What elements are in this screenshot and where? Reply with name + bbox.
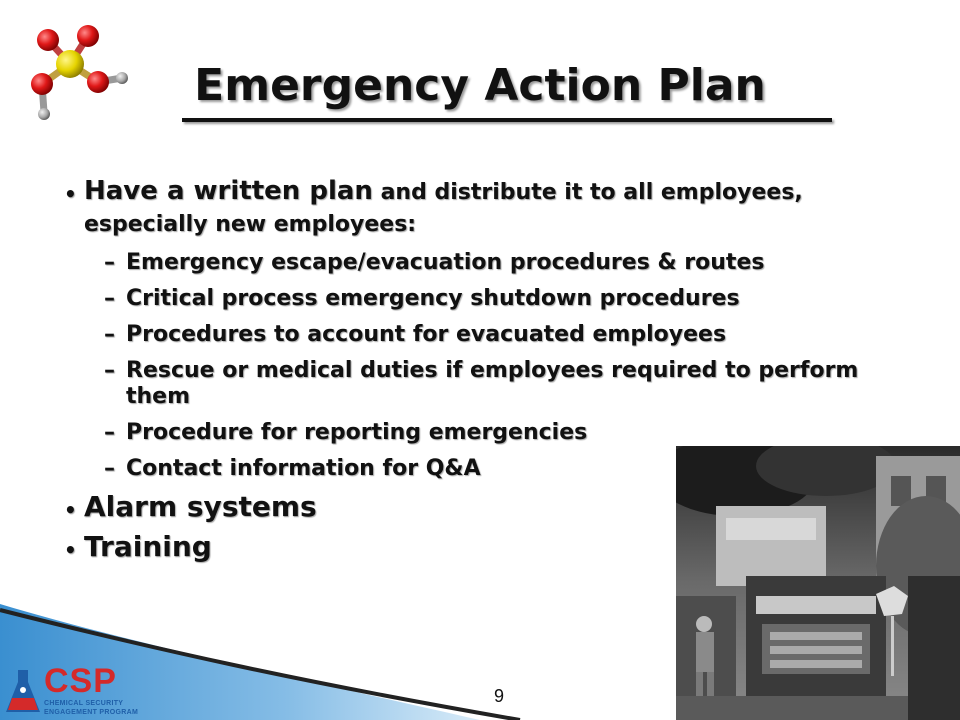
title-underline	[182, 118, 832, 122]
sub-item-account-employees: – Procedures to account for evacuated employees	[64, 322, 926, 348]
csp-logo	[0, 662, 144, 720]
logo-tagline-2: ENGAGEMENT PROGRAM	[44, 709, 139, 716]
slide-title: Emergency Action Plan	[194, 60, 766, 111]
sub-item-reporting: – Procedure for reporting emergencies	[64, 420, 926, 446]
bullet-training: • Training	[64, 530, 884, 564]
sub-item-rescue-duties: – Rescue or medical duties if employees required to perform them	[64, 358, 926, 410]
bullet-lead-text: Have a written plan	[84, 176, 373, 206]
bullet-alarm-systems: • Alarm systems	[64, 490, 884, 524]
flask-logo-icon	[4, 668, 42, 714]
bullet-rest-text: and distribute it to all employees, especially new employees:	[84, 180, 803, 237]
logo-text: CSP	[44, 662, 117, 700]
sub-item-shutdown-procedures: – Critical process emergency shutdown procedures	[64, 286, 926, 312]
sub-item-escape-routes: – Emergency escape/evacuation procedures & routes	[64, 250, 926, 276]
slide-number: 9	[494, 686, 505, 706]
logo-tagline-1: CHEMICAL SECURITY	[44, 700, 124, 707]
bullet-written-plan	[64, 176, 884, 240]
fire-truck-photo	[676, 446, 960, 720]
sub-item-contact-info: – Contact information for Q&A	[64, 456, 926, 482]
